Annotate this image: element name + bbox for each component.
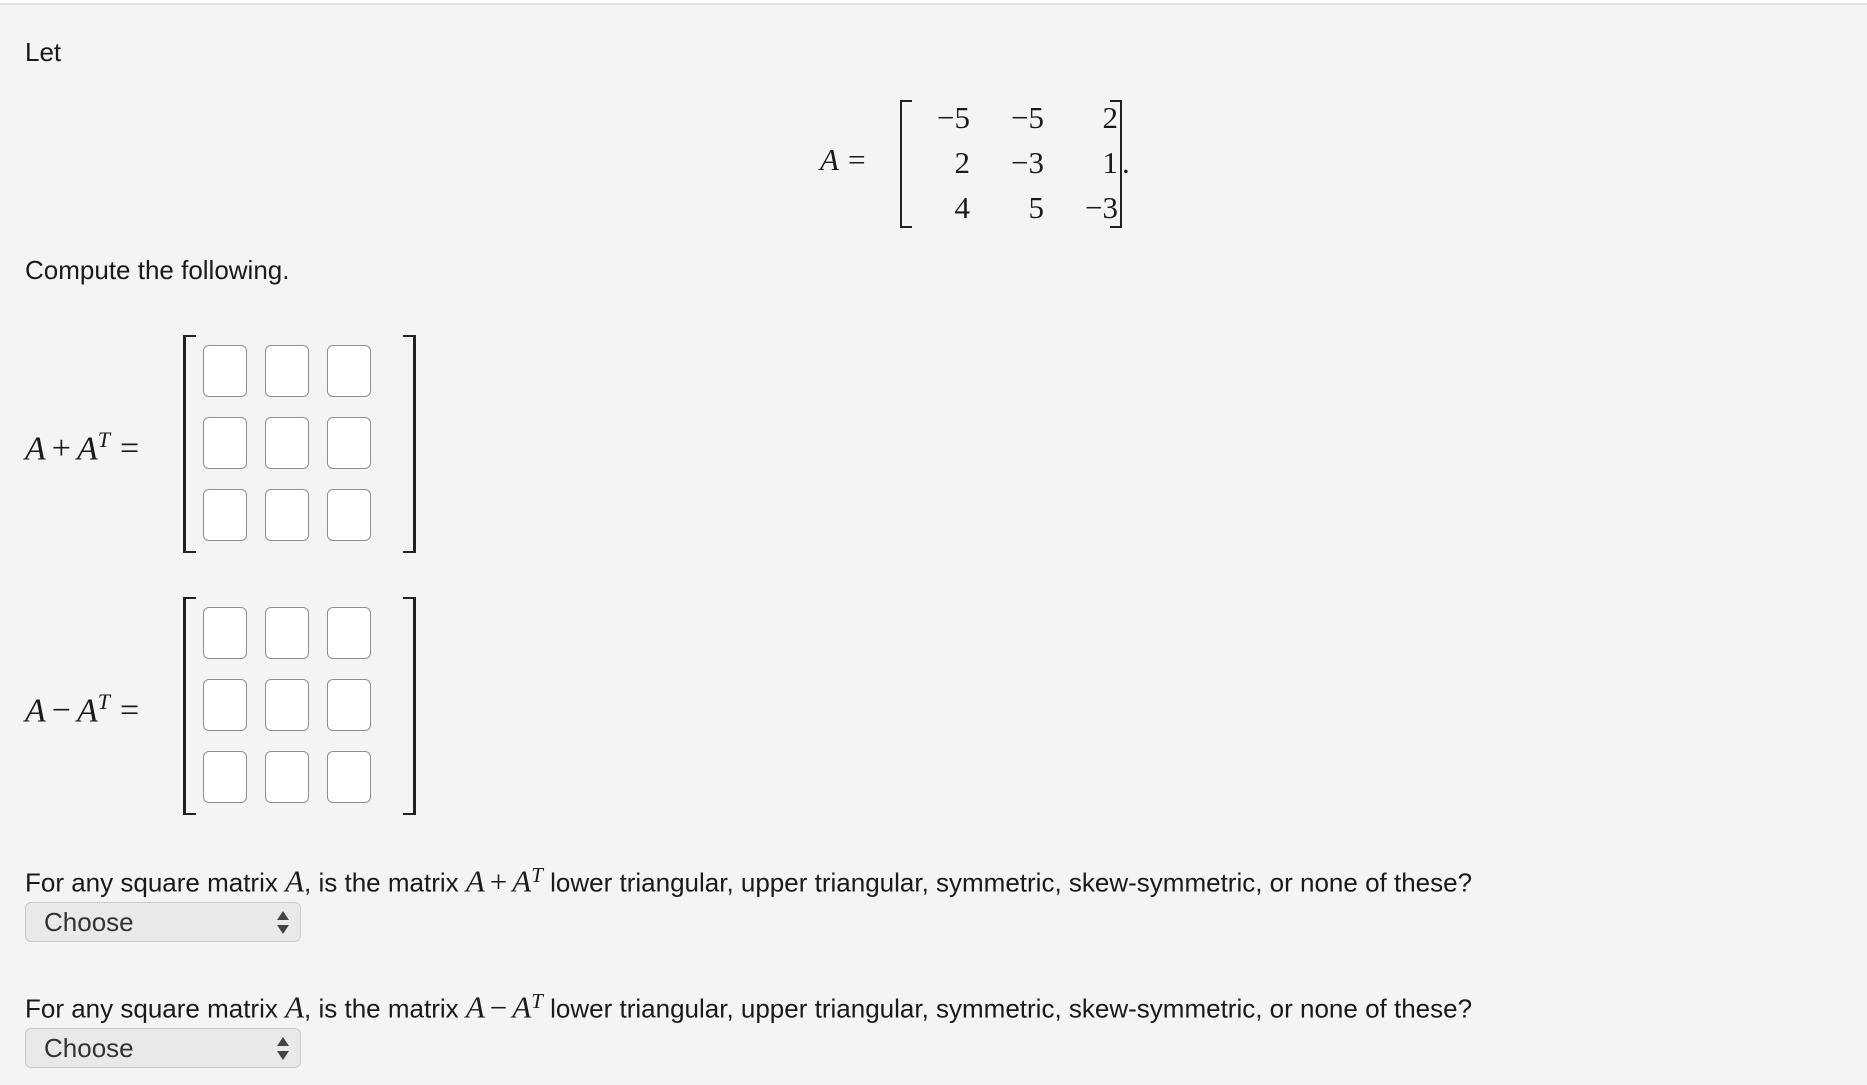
left-bracket: [183, 597, 196, 815]
sum-entry-input[interactable]: [265, 417, 309, 469]
up-down-arrows-icon: [276, 907, 290, 937]
diff-entry-input[interactable]: [203, 751, 247, 803]
sum-matrix-answer: [25, 335, 405, 555]
diff-entry-input[interactable]: [327, 751, 371, 803]
diff-entry-input[interactable]: [203, 679, 247, 731]
matrix-a-cell: 1: [1102, 145, 1118, 180]
question-2-text: For any square matrix A, is the matrix $A - A^T$ lower triangular, upper triangular, symmetric, skew-symmetric, or none of these?: [25, 989, 1473, 1025]
sum-entry-input[interactable]: [327, 417, 371, 469]
matrix-a-period: .: [1122, 145, 1130, 180]
matrix-a-cell: −3: [1085, 190, 1118, 225]
sum-matrix-lhs: $A + A^T$ =: [25, 427, 140, 468]
intro-text: Let: [25, 37, 62, 67]
diff-entry-input[interactable]: [265, 751, 309, 803]
sum-entry-input[interactable]: [203, 417, 247, 469]
matrix-a-display: [820, 100, 1140, 230]
diff-matrix-lhs: $A - A^T$ =: [25, 689, 140, 730]
matrix-a-cell: −3: [1011, 145, 1044, 180]
sum-entry-input[interactable]: [265, 345, 309, 397]
question-1-text: For any square matrix A, is the matrix $A + A^T$ lower triangular, upper triangular, symmetric, skew-symmetric, or none of these?: [25, 863, 1473, 899]
sum-entry-input[interactable]: [327, 345, 371, 397]
question-1-select[interactable]: Choose: [25, 902, 301, 942]
diff-entry-input[interactable]: [265, 607, 309, 659]
sum-entry-input[interactable]: [203, 489, 247, 541]
diff-entry-input[interactable]: [327, 607, 371, 659]
sum-entry-input[interactable]: [265, 489, 309, 541]
sum-entry-input[interactable]: [327, 489, 371, 541]
sum-entry-input[interactable]: [203, 345, 247, 397]
matrix-a-cell: −5: [937, 100, 970, 135]
diff-matrix-answer: [25, 597, 405, 817]
question-panel: [0, 3, 1867, 1085]
matrix-a-cell: 2: [1102, 100, 1118, 135]
right-bracket: [403, 335, 416, 553]
question-2-select[interactable]: Choose: [25, 1028, 301, 1068]
matrix-a-cell: −5: [1011, 100, 1044, 135]
diff-entry-input[interactable]: [203, 607, 247, 659]
diff-entry-input[interactable]: [327, 679, 371, 731]
matrix-a-cell: 2: [954, 145, 970, 180]
compute-text: Compute the following.: [25, 255, 290, 285]
left-bracket: [183, 335, 196, 553]
diff-entry-input[interactable]: [265, 679, 309, 731]
matrix-a-cell: 4: [954, 190, 970, 225]
matrix-a-cell: 5: [1028, 190, 1044, 225]
up-down-arrows-icon: [276, 1033, 290, 1063]
right-bracket: [403, 597, 416, 815]
matrix-a-lhs: A =: [820, 142, 868, 177]
